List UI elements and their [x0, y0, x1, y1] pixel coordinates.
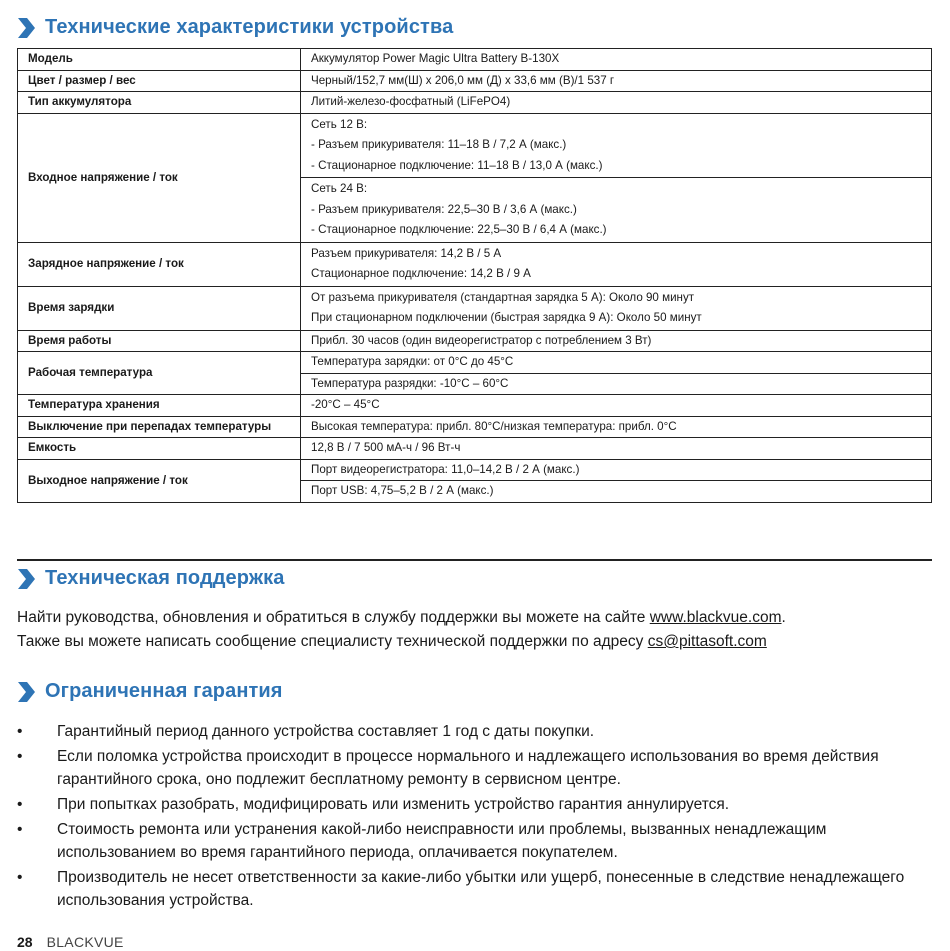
spec-value-line: Сеть 12 В:: [311, 117, 368, 131]
spec-key: Модель: [18, 49, 301, 71]
spec-value: [301, 459, 932, 481]
bullet-icon: •: [17, 796, 23, 813]
spec-value-line: - Разъем прикуривателя: 22,5–30 В / 3,6 А (макс.): [311, 202, 577, 216]
chevron-right-icon: [16, 568, 36, 590]
spec-value: [301, 352, 932, 374]
support-heading: [16, 567, 284, 590]
spec-value-line: Порт USB: 4,75–5,2 В / 2 А (макс.): [311, 484, 494, 497]
spec-value-line: Литий-железо-фосфатный (LiFePO4): [311, 95, 511, 108]
chevron-right-icon: [16, 681, 36, 703]
spec-key: Температура хранения: [18, 395, 301, 417]
spec-key: Рабочая температура: [18, 352, 301, 395]
warranty-item-text: При попытках разобрать, модифицировать или изменить устройство гарантия аннулируется.: [57, 796, 730, 813]
spec-row: [18, 286, 932, 330]
bullet-icon: •: [17, 821, 23, 838]
spec-value-line: Черный/152,7 мм(Ш) x 206,0 мм (Д) x 33,6 мм (В)/1 537 г: [311, 73, 615, 87]
spec-key: Тип аккумулятора: [18, 92, 301, 114]
spec-value: [301, 113, 932, 178]
spec-key: Зарядное напряжение / ток: [18, 242, 301, 286]
spec-value: [301, 416, 932, 438]
spec-value: [301, 49, 932, 71]
spec-value-line: Температура зарядки: от 0°C до 45°C: [311, 355, 514, 368]
support-line-2: Также вы можете написать сообщение специалисту технической поддержки по адресу cs@pittasoft.com: [17, 633, 767, 650]
warranty-item-text: Стоимость ремонта или устранения какой-либо неисправности или проблемы, вызванных ненадлежащим использованием во время гарантийного периода, оплачивается покупателем.: [57, 821, 827, 861]
spec-value-line: Стационарное подключение: 14,2 В / 9 А: [311, 267, 531, 280]
spec-row: [18, 242, 932, 286]
spec-value: [301, 92, 932, 114]
spec-value: [301, 70, 932, 92]
spec-value-line: Сеть 24 В:: [311, 182, 368, 195]
warranty-item: [17, 793, 932, 816]
spec-value: [301, 395, 932, 417]
specs-title: Технические характеристики устройства: [45, 16, 454, 38]
spec-value-line: Температура разрядки: -10°C – 60°C: [311, 376, 509, 390]
warranty-item-text: Если поломка устройства происходит в процессе нормального и надлежащего использования во время действия гарантийного срока, оно подлежит бесплатному ремонту в сервисном центре.: [57, 748, 879, 788]
specs-table: [17, 48, 932, 503]
spec-value: [301, 481, 932, 503]
spec-value-line: При стационарном подключении (быстрая зарядка 9 А): Около 50 минут: [311, 311, 702, 324]
email-link[interactable]: cs@pittasoft.com: [647, 633, 767, 650]
spec-value-line: Разъем прикуривателя: 14,2 В / 5 А: [311, 246, 502, 260]
warranty-title: Ограниченная гарантия: [45, 680, 283, 702]
spec-value-line: Высокая температура: прибл. 80°C/низкая температура: прибл. 0°C: [311, 419, 677, 433]
spec-value-line: - Стационарное подключение: 22,5–30 В / 6,4 А (макс.): [311, 223, 607, 236]
support-line-1: Найти руководства, обновления и обратиться в службу поддержки вы можете на сайте www.blackvue.com.: [17, 609, 786, 626]
spec-key: Емкость: [18, 438, 301, 460]
spec-row: [18, 459, 932, 481]
spec-value-line: Аккумулятор Power Magic Ultra Battery B-130X: [311, 52, 560, 65]
warranty-item: [17, 745, 932, 791]
spec-row: [18, 113, 932, 178]
spec-value-line: Порт видеорегистратора: 11,0–14,2 В / 2 А (макс.): [311, 462, 580, 476]
spec-value: [301, 242, 932, 286]
spec-value-line: 12,8 В / 7 500 мА-ч / 96 Вт-ч: [311, 441, 461, 454]
support-text: [17, 606, 786, 654]
spec-row: [18, 395, 932, 417]
bullet-icon: •: [17, 748, 23, 765]
page-number: 28: [17, 934, 33, 950]
specs-heading: [16, 16, 453, 39]
warranty-item-text: Гарантийный период данного устройства составляет 1 год с даты покупки.: [57, 723, 595, 740]
spec-key: Входное напряжение / ток: [18, 113, 301, 242]
warranty-item: [17, 818, 932, 864]
spec-row: [18, 92, 932, 114]
spec-value-line: - Разъем прикуривателя: 11–18 В / 7,2 А (макс.): [311, 138, 567, 151]
warranty-item: [17, 720, 932, 743]
spec-row: [18, 352, 932, 374]
spec-value-line: От разъема прикуривателя (стандартная зарядка 5 А): Около 90 минут: [311, 290, 695, 304]
chevron-right-icon: [16, 17, 36, 39]
spec-key: Цвет / размер / вес: [18, 70, 301, 92]
spec-value: [301, 330, 932, 352]
spec-row: [18, 438, 932, 460]
section-divider: [17, 559, 932, 561]
spec-key: Выключение при перепадах температуры: [18, 416, 301, 438]
bullet-icon: •: [17, 723, 23, 740]
spec-value: [301, 178, 932, 243]
spec-key: Время зарядки: [18, 286, 301, 330]
spec-row: [18, 49, 932, 71]
spec-value: [301, 438, 932, 460]
support-title: Техническая поддержка: [45, 567, 285, 589]
spec-row: [18, 70, 932, 92]
spec-value-line: -20°C – 45°C: [311, 398, 380, 411]
spec-key: Время работы: [18, 330, 301, 352]
website-link[interactable]: www.blackvue.com: [649, 609, 782, 626]
spec-value-line: Прибл. 30 часов (один видеорегистратор с потреблением 3 Вт): [311, 333, 652, 347]
spec-value: [301, 286, 932, 330]
spec-row: [18, 330, 932, 352]
bullet-icon: •: [17, 869, 23, 886]
warranty-heading: [16, 680, 283, 703]
brand-name: BLACKVUE: [46, 934, 124, 950]
warranty-item: [17, 866, 932, 912]
spec-value: [301, 373, 932, 395]
warranty-item-text: Производитель не несет ответственности за какие-либо убытки или ущерб, понесенные в следствие ненадлежащего использования устройства.: [57, 869, 905, 909]
spec-value-line: - Стационарное подключение: 11–18 В / 13,0 А (макс.): [311, 158, 603, 172]
spec-row: [18, 416, 932, 438]
warranty-list: [17, 720, 932, 914]
spec-key: Выходное напряжение / ток: [18, 459, 301, 502]
page-footer: [17, 934, 124, 950]
